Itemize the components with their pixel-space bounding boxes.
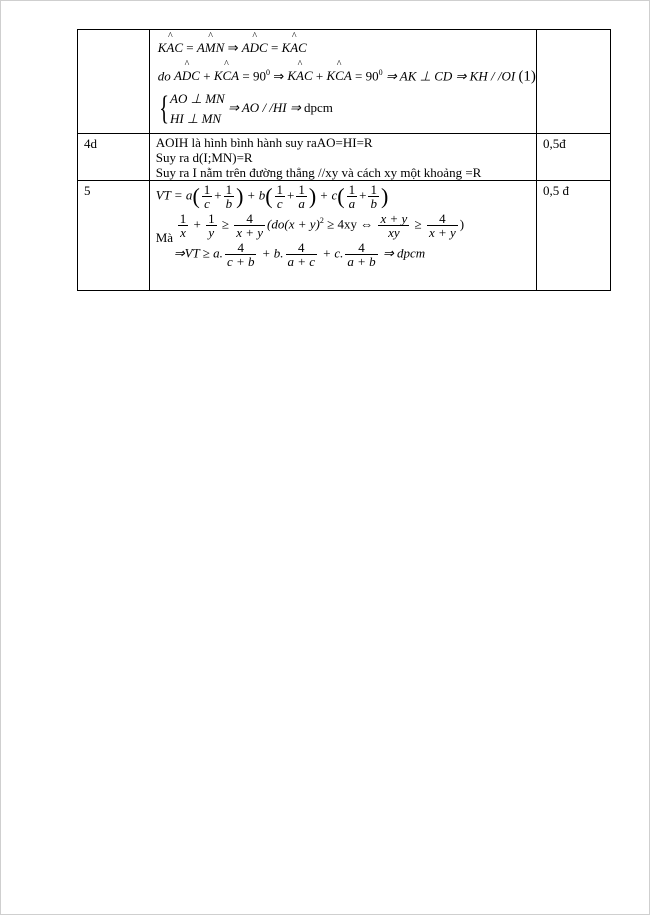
points-cell — [536, 30, 610, 134]
solution-cell — [149, 181, 536, 291]
question-cell — [78, 134, 150, 181]
points-value: 0,5 đ — [542, 183, 569, 199]
question-label: 4d — [84, 136, 97, 152]
question-cell — [78, 30, 150, 134]
points-cell — [536, 134, 610, 181]
solution-text-line: Suy ra I nằm trên đường thẳng //xy và cách xy một khoảng =R — [155, 165, 482, 181]
solution-text-line: Suy ra d(I;MN)=R — [155, 150, 253, 166]
ma-label: Mà — [155, 230, 174, 246]
vt-expression: VT = a( $\frac{1}{c}$ + $\frac{1}{b}$ ) + b( $\frac{1}{c}$ + $\frac{1}{a}$ ) + c( $\frac{1}{a}$ + $\frac{1}{b}$ ) — [155, 182, 389, 212]
solution-text-line: AOIH là hình bình hành suy raAO=HI=R — [155, 135, 373, 151]
answer-table — [77, 29, 611, 291]
conclusion-line: ⇒VT ≥ a. $\frac{4}{c + b}$ + b. $\frac{4}{a + c}$ + c. $\frac{4}{a + b}$ ⇒ dpcm — [173, 240, 426, 270]
question-cell — [78, 181, 150, 291]
inequality-line: $\frac{1}{x}$ + $\frac{1}{y}$ ≥ $\frac{4}{x + y}$ ($do(x + y)^2 \ge 4xy$ ⇔ $\frac{x + y}{xy}$ ≥ $\frac{4}{x + y}$ ) — [179, 211, 465, 241]
question-label: 5 — [84, 183, 91, 199]
table-row — [78, 181, 611, 291]
table-row — [78, 30, 611, 134]
proof-line-2: do ^ ADC + ^ KCA = $90^0$ ⇒ ^ KAC + ^ KCA = $90^0$ ⇒ AK ⊥ CD ⇒ KH / /OI (1) — [150, 56, 536, 85]
table-row — [78, 134, 611, 181]
proof-line-1: ^ KAC = ^ AMN ⇒ ^ ADC = ^ KAC — [150, 30, 536, 56]
solution-cell — [149, 134, 536, 181]
solution-cell — [149, 30, 536, 134]
proof-line-3: { AO ⊥ MN HI ⊥ MN ⇒ AO / /HI ⇒ dpcm — [158, 90, 333, 128]
points-value: 0,5đ — [542, 136, 566, 152]
points-cell — [536, 181, 610, 291]
